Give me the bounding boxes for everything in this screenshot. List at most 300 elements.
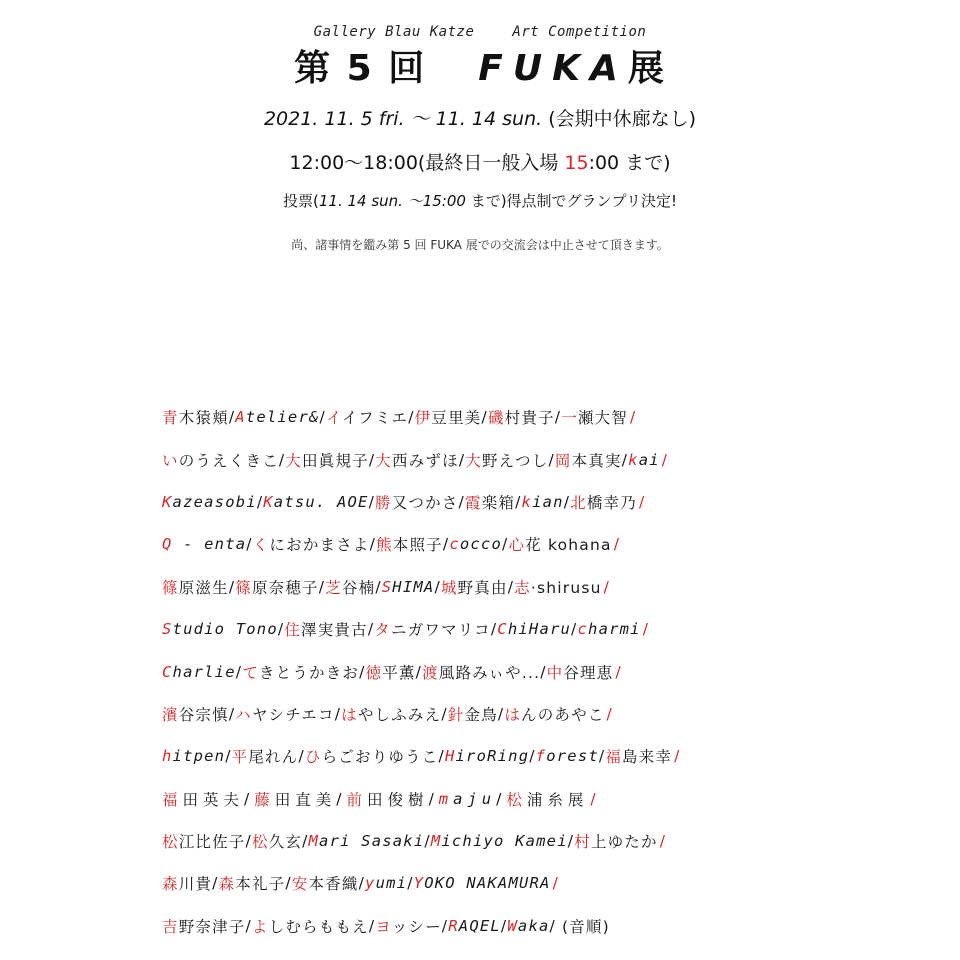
- artist-initial: 篠: [162, 578, 179, 597]
- separator-slash: /: [500, 916, 508, 935]
- artist-name: [162, 493, 257, 511]
- artist-name: [508, 533, 611, 555]
- artist-initial: S: [381, 577, 393, 596]
- artist-name-rest: 又つかさ: [391, 493, 459, 512]
- artist-name-rest: 本香織: [308, 875, 359, 894]
- artist-name: [162, 703, 229, 725]
- artist-name-rest: 橋幸乃: [586, 493, 637, 512]
- artist-name: [162, 535, 246, 553]
- artist-initial: タ: [374, 621, 391, 640]
- artist-name-rest: におかまさよ: [269, 536, 370, 555]
- artist-name-rest: orest: [546, 747, 599, 766]
- artist-name-rest: 本礼子: [235, 875, 286, 894]
- artist-name-rest: 田俊樹: [367, 790, 429, 809]
- separator-slash: /: [458, 450, 466, 469]
- artist-name-rest: らごおりゆうこ: [321, 748, 439, 767]
- artist-row: [162, 523, 802, 565]
- separator-slash: /: [278, 450, 286, 469]
- artist-name-rest: 花 kohana: [525, 536, 612, 555]
- artist-name: [488, 406, 555, 428]
- artist-initial: h: [162, 747, 173, 766]
- hours-final-day-highlight: 15: [564, 152, 589, 174]
- artist-initial: 芝: [325, 578, 342, 597]
- separator-slash: /: [598, 747, 606, 766]
- artist-initial: イ: [325, 409, 342, 428]
- artist-initial: 磯: [487, 409, 505, 428]
- artist-name-rest: 平薫: [382, 663, 416, 682]
- artist-initial: K: [263, 492, 274, 511]
- artist-initial: 森: [162, 875, 179, 894]
- artist-name: [162, 915, 246, 937]
- artist-initial: 平: [231, 748, 249, 767]
- artist-name: [162, 830, 246, 852]
- separator-slash: /: [481, 408, 488, 427]
- artist-name-rest: tudio Tono: [172, 620, 278, 639]
- artist-initial: K: [162, 492, 173, 511]
- vote-period: 11. 14 sun. 〜15:00: [318, 192, 466, 210]
- separator-slash: /: [674, 747, 681, 766]
- separator-slash: /: [515, 492, 522, 511]
- artist-name-rest: ッシー: [391, 917, 442, 936]
- artist-row: [162, 905, 802, 947]
- separator-slash: /: [415, 662, 423, 681]
- cancellation-notice: 尚、諸事情を鑑み第 5 回 FUKA 展での交流会は中止させて頂きます。: [291, 238, 669, 252]
- artist-name: [628, 451, 660, 469]
- artist-initial: 霞: [464, 493, 482, 512]
- artist-initial: c: [577, 620, 589, 639]
- artist-name: [235, 576, 319, 598]
- artist-initial: 大: [285, 451, 303, 470]
- artist-name-rest: 田直美: [274, 790, 337, 809]
- separator-slash: /: [428, 789, 439, 808]
- separator-slash: /: [244, 789, 255, 808]
- separator-slash: /: [302, 832, 309, 851]
- artist-name-rest: 西みずほ: [392, 451, 459, 470]
- artist-initial: 福: [605, 748, 623, 767]
- separator-slash: /: [438, 747, 445, 766]
- separator-slash: /: [407, 874, 414, 893]
- artist-row: [162, 820, 802, 862]
- voting-info: [0, 190, 960, 211]
- separator-slash: /: [298, 747, 305, 766]
- artist-name: [522, 493, 564, 511]
- artist-name-rest: harmi: [588, 620, 641, 639]
- artist-name: [366, 661, 416, 683]
- artist-initial: W: [507, 916, 518, 935]
- separator-slash: /: [434, 577, 441, 596]
- artist-name-rest: 尾れん: [248, 748, 299, 767]
- artist-name: [162, 663, 236, 681]
- artist-name-rest: ニガワマリコ: [390, 621, 491, 640]
- separator-slash: /: [441, 704, 448, 723]
- artist-initial: C: [497, 620, 508, 639]
- artist-name: [235, 703, 334, 725]
- artist-initial: Y: [413, 874, 425, 893]
- separator-slash: /: [225, 747, 232, 766]
- dates-range: 2021. 11. 5 fri. 〜 11. 14 sun.: [263, 108, 543, 130]
- artist-name: [285, 449, 369, 471]
- artist-name: [309, 832, 425, 850]
- artist-initial: 前: [346, 790, 368, 809]
- competition-label: Art Competition: [512, 24, 647, 40]
- hours-tail: :00 まで): [588, 152, 671, 174]
- separator-slash: /: [613, 535, 621, 554]
- artist-name: [305, 745, 439, 767]
- artist-row: [162, 396, 802, 438]
- separator-slash: /: [549, 916, 556, 935]
- artist-name-rest: 本真実: [571, 451, 622, 470]
- separator-slash: /: [245, 832, 252, 851]
- artist-row: [162, 650, 802, 692]
- artist-name: [219, 872, 286, 894]
- artist-initial: 村: [574, 833, 591, 852]
- artist-name-rest: telier&: [245, 408, 320, 427]
- artist-initial: 城: [440, 578, 458, 597]
- artist-initial: 勝: [375, 493, 392, 512]
- artist-name: [577, 620, 640, 638]
- artist-initial: 松: [251, 833, 269, 852]
- artist-name-rest: - enta: [172, 535, 247, 554]
- artist-name-rest: azeasobi: [172, 492, 257, 511]
- artist-row: [162, 438, 802, 480]
- artist-initial: 心: [508, 536, 526, 555]
- artist-name-rest: HIMA: [392, 577, 435, 596]
- artist-name: [325, 576, 375, 598]
- artist-name: [561, 406, 628, 428]
- artist-name: [253, 533, 370, 555]
- artist-name-rest: ai: [638, 450, 660, 469]
- artist-initial: 濱: [162, 705, 179, 724]
- artist-name: [284, 618, 368, 640]
- artist-name-rest: OKO NAKAMURA: [424, 874, 551, 893]
- artist-initial: M: [308, 832, 320, 851]
- artist-name-rest: のうえくきこ: [178, 451, 279, 470]
- artist-name: [162, 620, 278, 638]
- separator-slash: /: [638, 492, 646, 511]
- artist-initial: S: [162, 620, 173, 639]
- artist-initial: 松: [162, 833, 179, 852]
- separator-slash: /: [661, 450, 669, 469]
- artist-row: [162, 693, 802, 735]
- separator-slash: /: [277, 620, 285, 639]
- artist-row: [162, 608, 802, 650]
- artist-initial: k: [628, 450, 639, 469]
- artist-initial: く: [252, 536, 270, 555]
- artist-initial: 志: [514, 578, 531, 597]
- separator-slash: /: [458, 492, 465, 511]
- artist-name-rest: 野えつし: [481, 451, 549, 470]
- artist-name-rest: 原滋生: [178, 578, 229, 597]
- artist-name-rest: 上ゆたか: [590, 833, 658, 852]
- artist-name-rest: 谷理恵: [563, 663, 614, 682]
- artist-name-rest: んのあやこ: [521, 705, 605, 724]
- artist-initial: f: [535, 747, 547, 766]
- artist-initial: 福: [162, 790, 183, 809]
- artist-name: [449, 535, 502, 553]
- separator-slash: /: [442, 535, 450, 554]
- artist-initial: 伊: [414, 409, 432, 428]
- artist-initial: 徳: [365, 663, 383, 682]
- artist-name: [375, 449, 459, 471]
- artist-name: [448, 917, 501, 935]
- separator-slash: /: [529, 747, 536, 766]
- separator-slash: /: [590, 789, 601, 808]
- artist-name: [507, 917, 549, 935]
- artist-name-rest: hiHaru: [507, 620, 572, 639]
- separator-slash: /: [603, 577, 611, 596]
- artist-name-rest: 谷楠: [341, 578, 376, 597]
- separator-slash: /: [368, 916, 376, 935]
- artist-name: [504, 703, 604, 725]
- artist-name: [574, 830, 658, 852]
- artist-name-rest: 原奈穂子: [251, 578, 319, 597]
- organizer-name: Gallery Blau Katze: [313, 24, 475, 40]
- artist-name: [162, 449, 279, 471]
- artist-initial: 大: [375, 451, 392, 470]
- artist-initial: y: [365, 874, 376, 893]
- artist-name: [162, 747, 225, 765]
- artist-initial: C: [162, 662, 173, 681]
- artist-list: [162, 396, 802, 947]
- artist-name: [439, 790, 496, 808]
- separator-slash: /: [659, 832, 667, 851]
- separator-slash: /: [245, 916, 252, 935]
- separator-slash: /: [319, 408, 326, 427]
- separator-slash: /: [228, 577, 236, 596]
- artist-name-rest: 川貴: [178, 875, 213, 894]
- separator-slash: /: [369, 535, 377, 554]
- artist-initial: 吉: [162, 917, 179, 936]
- artist-name: [341, 703, 441, 725]
- artist-row: [162, 735, 802, 777]
- artist-name-rest: aju: [453, 789, 497, 808]
- artist-name: [415, 406, 482, 428]
- artist-name-rest: 久玄: [268, 833, 303, 852]
- artist-name: [374, 618, 491, 640]
- artist-name-rest: 谷宗慎: [178, 705, 229, 724]
- artist-initial: ヨ: [375, 917, 392, 936]
- artist-name: [382, 578, 435, 596]
- separator-slash: /: [336, 789, 347, 808]
- vote-suffix: まで)得点制でグランプリ決定!: [465, 192, 677, 210]
- separator-slash: /: [318, 577, 326, 596]
- artist-initial: 松: [506, 790, 527, 809]
- artist-name-rest: occo: [459, 535, 502, 554]
- artist-name-rest: ian: [532, 492, 564, 511]
- artist-name: [347, 788, 429, 810]
- artist-name: [162, 872, 212, 894]
- artist-name: [414, 874, 551, 892]
- separator-slash: /: [368, 492, 376, 511]
- separator-slash: /: [235, 662, 243, 681]
- artist-name: [547, 661, 614, 683]
- separator-slash: /: [563, 492, 571, 511]
- artist-name-rest: 瀬大智: [577, 409, 628, 428]
- artist-row: [162, 862, 802, 904]
- separator-slash: /: [621, 450, 629, 469]
- artist-name-rest: umi: [375, 874, 408, 893]
- artist-name-rest: 野真由: [457, 578, 508, 597]
- artist-name-rest: 田英夫: [182, 790, 245, 809]
- artist-name: [263, 493, 368, 511]
- artist-name: [242, 661, 359, 683]
- page-title: [0, 40, 960, 91]
- artist-name-rest: iroRing: [455, 747, 530, 766]
- artist-name-rest: atsu. AOE: [273, 492, 369, 511]
- artist-name: [375, 915, 442, 937]
- artist-initial: Q: [162, 535, 173, 554]
- artist-initial: 藤: [254, 790, 275, 809]
- artist-name: [497, 620, 571, 638]
- artist-initial: 針: [447, 705, 465, 724]
- artist-initial: 安: [291, 875, 309, 894]
- organizer-line: [0, 24, 960, 40]
- separator-slash: /: [285, 874, 292, 893]
- separator-slash: /: [606, 704, 613, 723]
- artist-initial: R: [448, 916, 459, 935]
- separator-slash: /: [368, 450, 376, 469]
- artist-initial: 住: [284, 621, 302, 640]
- artist-name-rest: 金鳥: [464, 705, 498, 724]
- artist-initial: い: [162, 451, 179, 470]
- artist-initial: は: [504, 705, 522, 724]
- artist-name: [506, 788, 588, 810]
- title-prefix: 第 5 回: [294, 48, 427, 89]
- artist-name: [162, 788, 244, 810]
- vote-prefix: 投票(: [283, 192, 319, 210]
- artist-name-rest: 浦糸展: [526, 790, 589, 809]
- artist-initial: 北: [570, 493, 587, 512]
- separator-slash: /: [228, 704, 236, 723]
- artist-initial: H: [444, 747, 456, 766]
- separator-slash: /: [246, 535, 253, 554]
- separator-slash: /: [630, 408, 637, 427]
- artist-name-rest: しむらももえ: [268, 917, 369, 936]
- separator-slash: /: [496, 789, 507, 808]
- dates-note: (会期中休廊なし): [548, 108, 697, 130]
- separator-slash: /: [228, 408, 236, 427]
- artist-initial: ハ: [235, 705, 252, 724]
- separator-slash: /: [256, 492, 264, 511]
- artist-initial: 岡: [554, 451, 572, 470]
- artist-name: [292, 872, 359, 894]
- separator-slash: /: [615, 662, 622, 681]
- artist-name: [570, 491, 637, 513]
- artist-name-rest: 澤実貴古: [301, 621, 368, 640]
- artist-name-rest: 野奈津子: [178, 917, 246, 936]
- separator-slash: /: [367, 620, 375, 639]
- artist-initial: 森: [218, 875, 236, 894]
- separator-slash: /: [334, 704, 342, 723]
- artist-name: [252, 915, 369, 937]
- artist-initial: よ: [251, 917, 269, 936]
- artist-name-rest: itpen: [172, 747, 226, 766]
- artist-initial: k: [521, 492, 533, 511]
- artist-initial: て: [242, 663, 259, 682]
- artist-initial: 青: [162, 409, 179, 428]
- artist-name: [235, 408, 319, 426]
- artist-name-rest: 田眞規子: [302, 451, 369, 470]
- artist-name: [448, 703, 498, 725]
- artist-name: [254, 788, 336, 810]
- artist-name-rest: ·shirusu: [530, 578, 602, 597]
- artist-name: [232, 745, 299, 767]
- artist-row: [162, 778, 802, 820]
- separator-slash: /: [507, 577, 515, 596]
- artist-row: [162, 566, 802, 608]
- artist-name: [536, 747, 599, 765]
- separator-slash: /: [567, 832, 575, 851]
- separator-slash: /: [424, 832, 431, 851]
- separator-slash: /: [642, 620, 650, 639]
- separator-slash: /: [375, 577, 382, 596]
- artist-name-rest: 江比佐子: [178, 833, 246, 852]
- artist-name-rest: AQEL: [458, 916, 501, 935]
- artist-name: [162, 406, 229, 428]
- artist-name: [441, 576, 508, 598]
- artist-name-rest: イフミエ: [341, 409, 409, 428]
- artist-name: [514, 576, 602, 598]
- separator-slash: /: [359, 662, 366, 681]
- artist-initial: A: [235, 408, 246, 427]
- artist-name-rest: 村貴子: [504, 409, 555, 428]
- artist-initial: は: [341, 705, 358, 724]
- exhibition-dates: [0, 104, 960, 131]
- artist-name-rest: ichiyo Kamei: [441, 832, 568, 851]
- artist-name: [605, 745, 672, 767]
- artist-name: [375, 491, 459, 513]
- artist-name-rest: 本照子: [392, 536, 443, 555]
- artist-name-rest: 木猿頬: [178, 409, 229, 428]
- artist-name: [431, 832, 568, 850]
- artist-initial: ひ: [304, 748, 322, 767]
- order-note: (音順): [561, 917, 610, 936]
- artist-name: [555, 449, 622, 471]
- artist-name-rest: harlie: [172, 662, 236, 681]
- artist-name: [376, 533, 443, 555]
- separator-slash: /: [408, 408, 415, 427]
- artist-name-rest: aka: [517, 916, 550, 935]
- separator-slash: /: [548, 450, 555, 469]
- separator-slash: /: [502, 535, 509, 554]
- separator-slash: /: [497, 704, 505, 723]
- artist-name-rest: ヤシチエコ: [251, 705, 335, 724]
- hours-main: 12:00〜18:00(最終日一般入場: [289, 152, 565, 174]
- separator-slash: /: [540, 662, 547, 681]
- artist-initial: M: [430, 832, 442, 851]
- title-name: FUKA: [478, 48, 628, 89]
- artist-initial: 熊: [376, 536, 393, 555]
- separator-slash: /: [571, 620, 578, 639]
- artist-name: [326, 406, 408, 428]
- artist-name: [162, 576, 229, 598]
- separator-slash: /: [552, 874, 560, 893]
- artist-name: [252, 830, 302, 852]
- separator-slash: /: [212, 874, 219, 893]
- separator-slash: /: [554, 408, 562, 427]
- artist-name: [445, 747, 529, 765]
- separator-slash: /: [441, 916, 449, 935]
- title-suffix: 展: [627, 48, 666, 89]
- artist-initial: c: [449, 535, 460, 554]
- artist-initial: 篠: [235, 578, 252, 597]
- artist-name-rest: 豆里美: [431, 409, 482, 428]
- artist-initial: 大: [465, 451, 482, 470]
- artist-initial: 一: [561, 409, 578, 428]
- separator-slash: /: [358, 874, 366, 893]
- artist-initial: m: [438, 789, 454, 808]
- artist-name: [365, 874, 407, 892]
